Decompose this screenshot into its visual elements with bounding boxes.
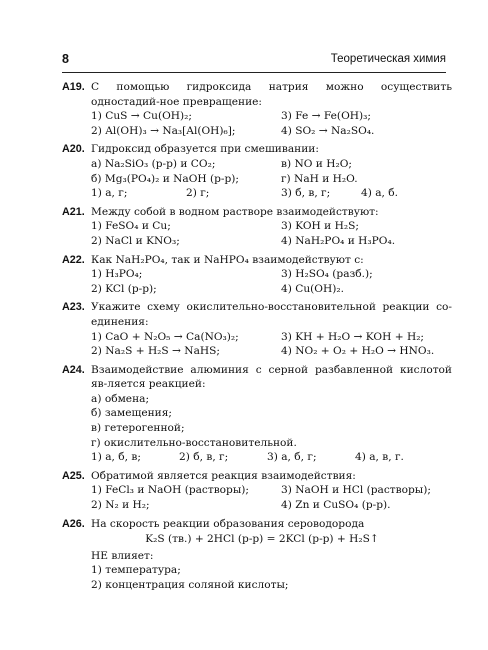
option: 1) FeSO₄ и Cu; — [91, 220, 171, 233]
page-number: 8 — [62, 52, 69, 66]
question-a23 — [62, 300, 452, 358]
question-a26 — [62, 517, 452, 593]
answer-choice: 2) б, в, г; — [179, 451, 229, 464]
option: 2) Al(OH)₃ → Na₃[Al(OH)₆]; — [91, 124, 236, 137]
question-text: Между собой в водном растворе взаимодействуют: — [91, 205, 379, 218]
question-text: Укажите схему окислительно-восстановительной реакции со-единения: — [91, 301, 452, 328]
question-number: A21. — [62, 205, 85, 218]
answer-choice: 1) а, г; — [91, 187, 128, 200]
question-a21 — [62, 205, 452, 249]
reaction-equation: K₂S (тв.) + 2HCl (р-р) = 2KCl (р-р) + H₂S↑ — [145, 533, 379, 546]
option: 1) CaO + N₂O₅ → Ca(NO₃)₂; — [91, 330, 239, 343]
question-a24 — [62, 363, 452, 465]
answer-choice: 1) а, б, в; — [91, 451, 141, 464]
header-divider — [62, 72, 446, 73]
option: г) NaH и H₂O. — [281, 172, 358, 185]
question-text: На скорость реакции образования сероводорода — [91, 517, 365, 530]
question-number: A19. — [62, 81, 85, 93]
question-number: A20. — [62, 143, 85, 156]
option: 1) H₃PO₄; — [91, 268, 143, 281]
answer-choice: 3) б, в, г; — [281, 187, 331, 200]
option: 4) NO₂ + O₂ + H₂O → HNO₃. — [281, 345, 435, 358]
question-number: A22. — [62, 253, 85, 266]
option: 2) N₂ и H₂; — [91, 499, 150, 512]
option: 3) KOH и H₂S; — [281, 220, 359, 233]
statement: в) гетерогенной; — [91, 422, 185, 435]
option: 2) Na₂S + H₂S → NaHS; — [91, 345, 220, 358]
statement: г) окислительно-восстановительной. — [91, 436, 297, 449]
option: 4) Zn и CuSO₄ (р-р). — [281, 499, 391, 512]
option: 4) SO₂ → Na₂SO₄. — [281, 124, 375, 137]
answer-choice: 4) а, в, г. — [355, 451, 404, 464]
answer-choice: 2) г; — [186, 187, 210, 200]
option: 1) FeCl₃ и NaOH (растворы); — [91, 484, 249, 497]
statement: б) замещения; — [91, 407, 172, 420]
option: 3) KH + H₂O → KOH + H₂; — [281, 330, 425, 343]
statement: 1) температура; — [91, 564, 181, 577]
option: 3) NaOH и HCl (растворы); — [281, 484, 431, 497]
question-text: Взаимодействие алюминия с серной разбавленной кислотой яв-ляется реакцией: — [91, 363, 452, 391]
page-header — [62, 52, 446, 70]
option: 3) H₂SO₄ (разб.); — [281, 268, 373, 281]
option: 4) Cu(OH)₂. — [281, 282, 344, 295]
statement: НЕ влияет: — [91, 549, 154, 562]
option: а) Na₂SiO₃ (р-р) и CO₂; — [91, 157, 216, 170]
question-list — [62, 80, 452, 597]
answer-choice: 4) а, б. — [361, 187, 399, 200]
question-number: A26. — [62, 517, 85, 530]
question-a22 — [62, 253, 452, 297]
option: в) NO и H₂O; — [281, 157, 352, 170]
question-text: С помощью гидроксида натрия можно осуществить одностадий-ное превращение: — [91, 81, 452, 108]
option: б) Mg₃(PO₄)₂ и NaOH (р-р); — [91, 172, 239, 185]
option: 1) CuS → Cu(OH)₂; — [91, 110, 192, 123]
option: 2) NaCl и KNO₃; — [91, 234, 180, 247]
question-text: Обратимой является реакция взаимодействия: — [91, 469, 356, 482]
question-number: A24. — [62, 363, 85, 376]
question-text: Как NaH₂PO₄, так и NaHPO₄ взаимодействуют с: — [91, 253, 364, 266]
section-title: Теоретическая химия — [330, 53, 446, 65]
question-text: Гидроксид образуется при смешивании: — [91, 143, 319, 156]
question-a25 — [62, 469, 452, 513]
question-number: A23. — [62, 301, 85, 314]
question-a20 — [62, 142, 452, 200]
question-a19 — [62, 80, 452, 138]
option: 4) NaH₂PO₄ и H₃PO₄. — [281, 234, 396, 247]
answer-choice: 3) а, б, г; — [267, 451, 317, 464]
statement: 2) концентрация соляной кислоты; — [91, 579, 289, 591]
question-number: A25. — [62, 469, 85, 482]
statement: а) обмена; — [91, 392, 150, 405]
option: 2) KCl (р-р); — [91, 282, 157, 295]
option: 3) Fe → Fe(OH)₃; — [281, 110, 371, 123]
